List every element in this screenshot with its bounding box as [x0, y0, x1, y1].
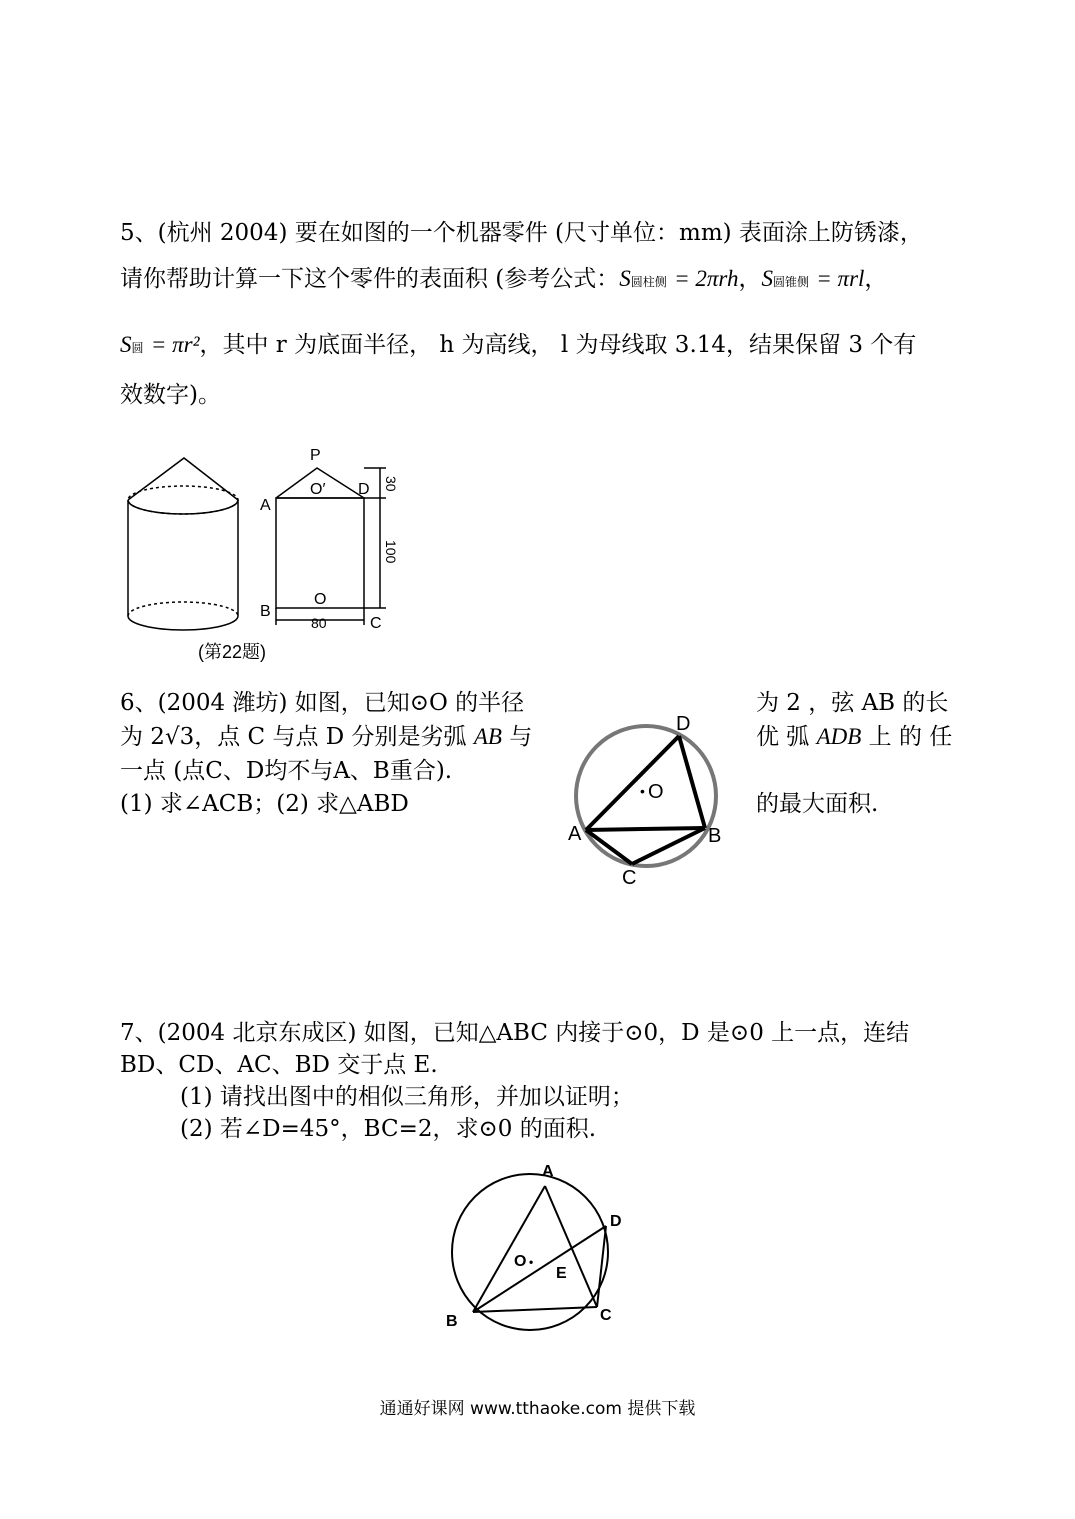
fig5-caption: (第22题): [198, 642, 267, 662]
problem6-figure: [560, 708, 750, 888]
fig5-dim-30: 30: [383, 476, 399, 492]
p6-l2-b: ，点 C 与点 D 分别是劣弧: [194, 724, 467, 750]
fig7-label-c: C: [600, 1307, 612, 1324]
fig5-dim-80: 80: [311, 615, 327, 631]
formula-circle-subscript: 圆: [131, 341, 144, 355]
problem6-line2-right: [756, 722, 952, 752]
fig5-label-c: C: [370, 615, 382, 632]
fig6-label-c: C: [622, 867, 637, 888]
problem5-line2-prefix: 请你帮助计算一下这个零件的表面积 (参考公式：: [120, 266, 620, 292]
p6-r2-arc: ADB: [816, 724, 862, 749]
p6-r2-a: 优 弧: [756, 724, 810, 750]
fig5-label-a: A: [260, 497, 271, 514]
fig6-label-d: D: [676, 713, 691, 735]
problem6-line2-left: 为 2√3，点 C 与点 D 分别是劣弧 AB 与: [120, 724, 533, 750]
p6-l2-c: 与: [509, 724, 533, 750]
fig5-label-o: O: [314, 591, 327, 608]
formula-cylinder-rhs: = 2πrh: [674, 266, 739, 291]
fig5-label-d: D: [358, 481, 370, 498]
fig7-label-e: E: [556, 1265, 567, 1282]
p6-l2-arc: AB: [473, 724, 502, 749]
fig7-label-d: D: [610, 1213, 622, 1230]
problem6-line3: 一点 (点C、D均不与A、B重合).: [120, 758, 453, 784]
fig5-label-b: B: [260, 603, 271, 620]
problem7-line4: (2) 若∠D=45°，BC=2，求⊙0 的面积.: [180, 1116, 596, 1142]
fig7-label-b: B: [446, 1313, 458, 1330]
problem5-line4: 效数字)。: [120, 382, 221, 408]
problem7-line1: 7、(2004 北京东成区) 如图，已知△ABC 内接于⊙0，D 是⊙0 上一点，连结: [120, 1020, 910, 1046]
svg-text:•: •: [529, 1255, 534, 1269]
fig6-label-b: B: [708, 825, 722, 847]
problem6-line1-right: 为 2 ，弦 AB 的长: [756, 690, 949, 716]
p6-l2-a: 为 2: [120, 724, 165, 750]
problem7-figure: [440, 1152, 640, 1342]
problem7-line3: (1) 请找出图中的相似三角形，并加以证明；: [180, 1084, 634, 1110]
fig5-label-o-prime: O′: [310, 481, 326, 498]
footer-text: 通通好课网 www.tthaoke.com 提供下载: [379, 1399, 696, 1419]
problem5-line2: 请你帮助计算一下这个零件的表面积 (参考公式：S圆柱侧 = 2πrh，S圆锥侧 = πrl，: [120, 266, 888, 292]
problem6-line4-left: (1) 求∠ACB；(2) 求△ABD: [120, 791, 409, 817]
problem5-line1: 5、(杭州 2004) 要在如图的一个机器零件 (尺寸单位：mm) 表面涂上防锈漆，: [120, 220, 923, 246]
p6-r2-b: 上 的 任: [868, 724, 953, 750]
formula-cylinder-subscript: 圆柱侧: [630, 275, 667, 289]
fig5-dim-100: 100: [383, 540, 399, 564]
cone-outline: [128, 458, 238, 500]
problem6-line1-left: 6、(2004 潍坊) 如图，已知⊙O 的半径: [120, 690, 525, 716]
fig7-label-o: O: [514, 1253, 527, 1270]
problem7-line2: BD、CD、AC、BD 交于点 E.: [120, 1052, 438, 1078]
formula-cone-rhs: = πrl: [816, 266, 865, 291]
problem5-line3-rest: ，其中 r 为底面半径， h 为高线， l 为母线取 3.14，结果保留 3 个有: [199, 332, 917, 358]
fig6-label-o: O: [648, 781, 664, 803]
problem5-figure: [118, 440, 408, 670]
problem5-line3: S圆 = πr²，其中 r 为底面半径， h 为高线， l 为母线取 3.14，结果保留 3 个有: [120, 332, 917, 358]
problem6-line4-right: 的最大面积.: [756, 791, 879, 817]
svg-text:•: •: [640, 783, 645, 799]
fig7-label-a: A: [542, 1163, 554, 1180]
formula-cone-subscript: 圆锥侧: [772, 275, 809, 289]
fig5-label-p: P: [310, 447, 321, 464]
fig6-label-a: A: [568, 823, 582, 845]
